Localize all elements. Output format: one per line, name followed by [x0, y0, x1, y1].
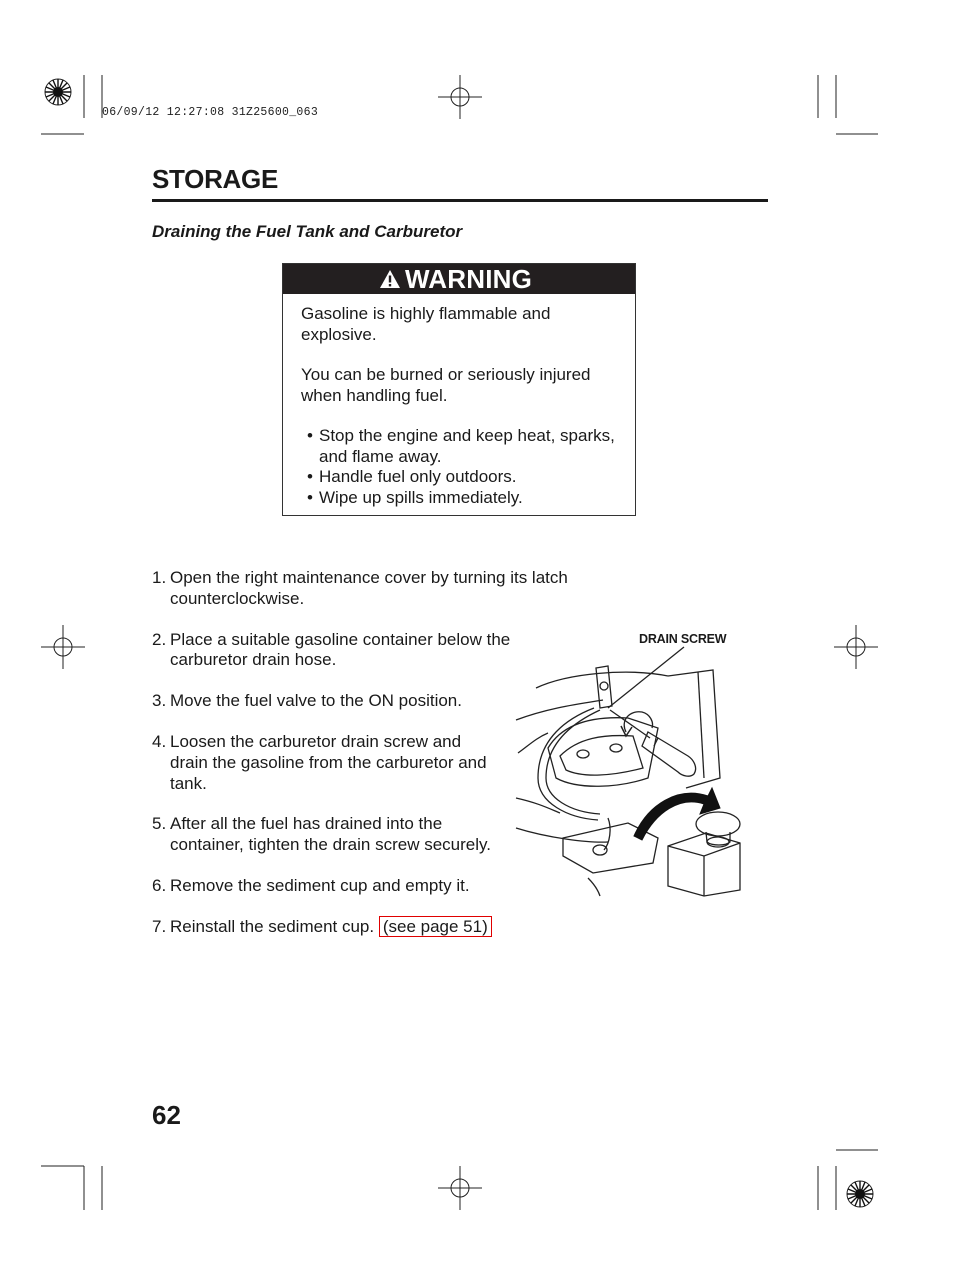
step-number: 4.: [152, 731, 167, 751]
step-text: After all the fuel has drained into the container, tighten the drain screw securely.: [170, 814, 491, 855]
drain-screw-label: DRAIN SCREW: [639, 632, 727, 646]
warning-bullet: • Wipe up spills immediately.: [307, 488, 621, 509]
step-text: Place a suitable gasoline container below the carburetor drain hose.: [170, 629, 511, 670]
step-number: 3.: [152, 691, 167, 711]
warning-box: [282, 263, 636, 516]
step-number: 5.: [152, 814, 167, 834]
warning-bullet: • Stop the engine and keep heat, sparks, and flame away.: [307, 426, 621, 467]
drain-illustration: [508, 628, 756, 898]
warning-header: [283, 264, 635, 294]
step-number: 6.: [152, 875, 167, 895]
step-text: Open the right maintenance cover by turning its latch counterclockwise.: [170, 568, 568, 608]
warning-bullet: • Handle fuel only outdoors.: [307, 467, 621, 488]
print-stamp: 06/09/12 12:27:08 31Z25600_063: [102, 106, 319, 119]
warning-paragraph: Gasoline is highly flammable and explosive.: [301, 304, 551, 344]
step-number: 2.: [152, 629, 167, 649]
step-item: [152, 814, 515, 856]
see-page-51-link[interactable]: (see page 51): [379, 916, 492, 937]
step-text: Reinstall the sediment cup.: [170, 916, 375, 936]
step-item: [152, 732, 500, 794]
instruction-steps: [152, 568, 568, 958]
warning-bullet-list: [301, 426, 621, 508]
step-text: Loosen the carburetor drain screw and drain the gasoline from the carburetor and tank.: [170, 731, 487, 793]
step-text: Move the fuel valve to the ON position.: [170, 691, 462, 711]
step-number: 1.: [152, 568, 167, 587]
warning-heading: WARNING: [405, 264, 533, 294]
section-title: STORAGE: [152, 164, 278, 194]
step-item: [152, 917, 660, 938]
warning-paragraph: You can be burned or seriously injured when handling fuel.: [301, 365, 591, 405]
step-number: 7.: [152, 916, 167, 936]
page-subtitle: Draining the Fuel Tank and Carburetor: [152, 222, 463, 241]
step-text: Remove the sediment cup and empty it.: [170, 875, 470, 895]
page-number: 62: [152, 1100, 181, 1130]
step-item: [152, 630, 512, 672]
section-divider: [152, 199, 768, 202]
warning-triangle-icon: [379, 269, 401, 289]
step-item: [152, 568, 660, 610]
carburetor-drain-figure: [508, 628, 756, 898]
warning-body: [301, 304, 621, 508]
step-item: [152, 691, 470, 712]
